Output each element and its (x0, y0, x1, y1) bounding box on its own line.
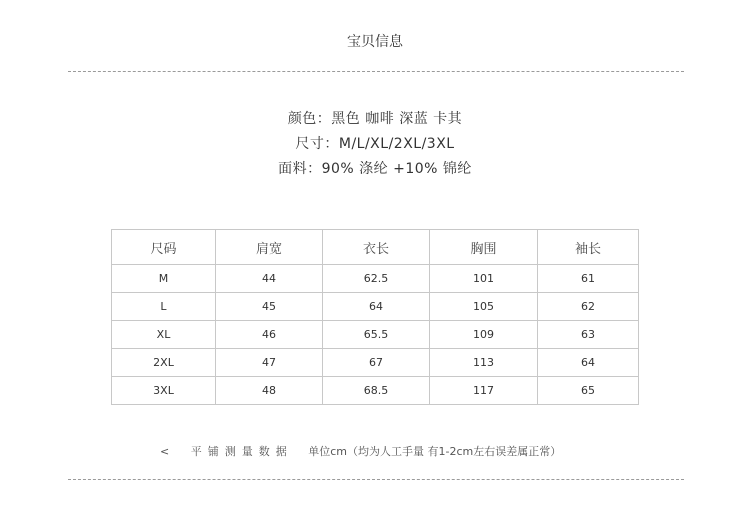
cell-shoulder: 45 (216, 293, 323, 321)
cell-chest: 105 (430, 293, 538, 321)
left-arrow-icon: < (160, 445, 170, 458)
cell-sleeve: 65 (538, 377, 639, 405)
header-sleeve: 袖长 (538, 230, 639, 265)
top-divider (68, 71, 684, 72)
fabric-info: 面料：90% 涤纶 +10% 锦纶 (278, 161, 472, 177)
cell-size: L (112, 293, 216, 321)
cell-size: 2XL (112, 349, 216, 377)
cell-sleeve: 63 (538, 321, 639, 349)
cell-length: 68.5 (323, 377, 430, 405)
cell-chest: 109 (430, 321, 538, 349)
cell-shoulder: 48 (216, 377, 323, 405)
header-length: 衣长 (323, 230, 430, 265)
header-shoulder: 肩宽 (216, 230, 323, 265)
cell-size: 3XL (112, 377, 216, 405)
cell-shoulder: 47 (216, 349, 323, 377)
cell-sleeve: 62 (538, 293, 639, 321)
flat-measure-label: 平铺测量数据 (190, 445, 293, 458)
cell-length: 64 (323, 293, 430, 321)
cell-shoulder: 46 (216, 321, 323, 349)
cell-chest: 101 (430, 265, 538, 293)
measurement-note (160, 443, 561, 459)
cell-length: 65.5 (323, 321, 430, 349)
cell-sleeve: 61 (538, 265, 639, 293)
header-chest: 胸围 (430, 230, 538, 265)
color-info: 颜色：黑色 咖啡 深蓝 卡其 (287, 111, 463, 127)
cell-length: 67 (323, 349, 430, 377)
table-row (112, 265, 639, 293)
cell-chest: 117 (430, 377, 538, 405)
table-row (112, 349, 639, 377)
size-info: 尺寸：M/L/XL/2XL/3XL (295, 136, 455, 152)
table-row (112, 293, 639, 321)
header-size: 尺码 (112, 230, 216, 265)
size-chart-table (111, 229, 639, 405)
cell-size: M (112, 265, 216, 293)
table-header-row (112, 230, 639, 265)
table-row (112, 377, 639, 405)
cell-size: XL (112, 321, 216, 349)
table-row (112, 321, 639, 349)
cell-chest: 113 (430, 349, 538, 377)
bottom-divider (68, 479, 684, 480)
section-title: 宝贝信息 (347, 34, 403, 50)
cell-length: 62.5 (323, 265, 430, 293)
cell-shoulder: 44 (216, 265, 323, 293)
cell-sleeve: 64 (538, 349, 639, 377)
unit-note: 单位cm（均为人工手量 有1-2cm左右误差属正常） (308, 445, 562, 458)
